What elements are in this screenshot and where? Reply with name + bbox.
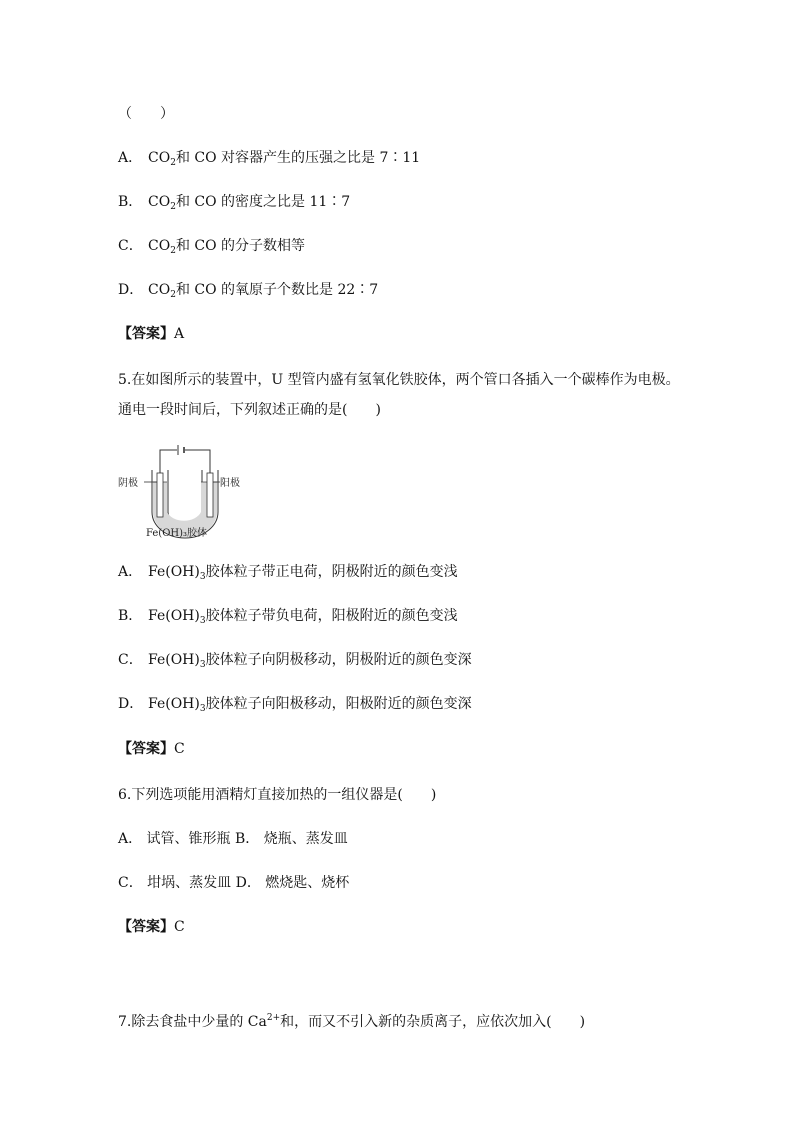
circuit-wire — [185, 450, 210, 473]
answer-label: 【答案】 — [118, 326, 174, 342]
answer-value: C — [174, 919, 185, 935]
cathode-rod — [157, 473, 163, 517]
colloid-label: Fe(OH)₃胶体 — [146, 528, 208, 539]
q7-stem-pre: 7.除去食盐中少量的 Ca — [118, 1014, 267, 1030]
option-letter: A． — [118, 150, 143, 166]
q5-stem-line1: 5.在如图所示的装置中，U 型管内盛有氢氧化铁胶体，两个管口各插入一个碳棒作为电极。 — [118, 372, 680, 388]
q4-answer — [118, 324, 184, 344]
option-letter: C． — [118, 238, 143, 254]
option-letter: B． — [118, 194, 143, 210]
q5-option-d — [118, 694, 472, 719]
option-letter: A． — [118, 564, 143, 580]
anode-label: 阳极 — [220, 478, 240, 489]
option-letter: D． — [118, 282, 144, 298]
option-text-pre: Fe(OH) — [148, 564, 200, 580]
option-text-post: 胶体粒子向阳极移动，阳极附近的颜色变深 — [205, 696, 472, 712]
q4-option-d — [118, 280, 378, 305]
q7-stem — [118, 1008, 585, 1032]
option-text-post: 胶体粒子向阴极移动，阴极附近的颜色变深 — [205, 652, 472, 668]
option-letter: C． — [118, 652, 143, 668]
option-text-pre: Fe(OH) — [148, 696, 200, 712]
circuit-wire — [160, 450, 177, 473]
option-text-pre: CO — [148, 238, 171, 254]
q5-option-a — [118, 562, 458, 587]
q5-option-b — [118, 606, 458, 631]
q7-stem-post: 和，而又不引入新的杂质离子，应依次加入( ) — [280, 1014, 586, 1030]
option-text-pre: CO — [148, 194, 171, 210]
q4-option-b — [118, 192, 350, 217]
q6-stem: 6.下列选项能用酒精灯直接加热的一组仪器是( ) — [118, 787, 437, 803]
option-text-post: 和 CO 的密度之比是 11∶7 — [175, 194, 351, 210]
option-subscript: 3 — [199, 572, 206, 582]
answer-label: 【答案】 — [118, 919, 174, 935]
option-text-post: 胶体粒子带正电荷，阴极附近的颜色变浅 — [205, 564, 458, 580]
q7-stem-superscript: 2+ — [266, 1013, 281, 1023]
q4-option-a — [118, 148, 420, 173]
answer-value: C — [174, 741, 185, 757]
option-text-pre: CO — [148, 150, 171, 166]
option-text-post: 和 CO 对容器产生的压强之比是 7∶11 — [175, 150, 421, 166]
q6-options-row2: C． 坩埚、蒸发皿 D． 燃烧匙、烧杯 — [118, 875, 350, 891]
u-tube-electrolysis-diagram — [116, 440, 246, 540]
answer-value: A — [174, 326, 185, 342]
option-letter: B． — [118, 608, 143, 624]
q4-option-c — [118, 236, 305, 261]
option-subscript: 3 — [199, 660, 206, 670]
q5-answer — [118, 739, 185, 759]
option-subscript: 2 — [170, 158, 176, 168]
option-subscript: 3 — [199, 704, 206, 714]
q5-option-c — [118, 650, 472, 675]
option-text-post: 和 CO 的分子数相等 — [175, 238, 306, 254]
cathode-label: 阴极 — [118, 478, 138, 489]
anode-rod — [207, 473, 213, 517]
option-letter: D． — [118, 696, 144, 712]
option-text-pre: CO — [148, 282, 171, 298]
option-text-post: 胶体粒子带负电荷，阳极附近的颜色变浅 — [205, 608, 458, 624]
option-subscript: 3 — [199, 616, 206, 626]
option-text-post: 和 CO 的氧原子个数比是 22∶7 — [175, 282, 379, 298]
q6-options-row1: A． 试管、锥形瓶 B． 烧瓶、蒸发皿 — [118, 831, 348, 847]
q4-paren: （ ） — [118, 106, 174, 122]
option-subscript: 2 — [170, 202, 176, 212]
option-subscript: 2 — [170, 246, 176, 256]
option-subscript: 2 — [170, 290, 176, 300]
answer-label: 【答案】 — [118, 741, 174, 757]
u-tube-inner — [168, 470, 202, 524]
option-text-pre: Fe(OH) — [148, 608, 200, 624]
q5-stem-line2: 通电一段时间后，下列叙述正确的是( ) — [118, 402, 381, 418]
q6-answer — [118, 917, 185, 937]
option-text-pre: Fe(OH) — [148, 652, 200, 668]
